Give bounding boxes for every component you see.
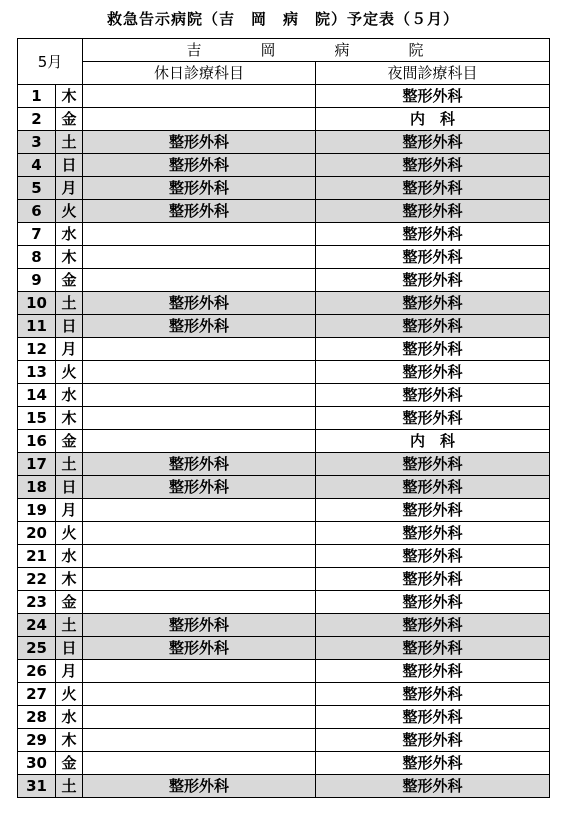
day-cell: 9 [18, 269, 56, 292]
weekday-cell: 金 [56, 430, 83, 453]
holiday-cell: 整形外科 [83, 154, 316, 177]
night-cell: 内 科 [316, 108, 550, 131]
weekday-cell: 月 [56, 499, 83, 522]
day-cell: 31 [18, 775, 56, 798]
night-cell: 整形外科 [316, 499, 550, 522]
table-row [18, 522, 550, 545]
weekday-cell: 土 [56, 131, 83, 154]
night-cell: 整形外科 [316, 706, 550, 729]
table-row [18, 568, 550, 591]
weekday-cell: 木 [56, 407, 83, 430]
day-cell: 13 [18, 361, 56, 384]
day-cell: 8 [18, 246, 56, 269]
table-row [18, 292, 550, 315]
night-cell: 整形外科 [316, 591, 550, 614]
weekday-cell: 月 [56, 177, 83, 200]
day-cell: 14 [18, 384, 56, 407]
night-cell: 整形外科 [316, 775, 550, 798]
weekday-cell: 火 [56, 361, 83, 384]
weekday-cell: 日 [56, 637, 83, 660]
table-row [18, 683, 550, 706]
day-cell: 4 [18, 154, 56, 177]
table-row [18, 131, 550, 154]
table-row [18, 729, 550, 752]
day-cell: 5 [18, 177, 56, 200]
day-cell: 22 [18, 568, 56, 591]
night-cell: 整形外科 [316, 407, 550, 430]
night-cell: 整形外科 [316, 476, 550, 499]
night-cell: 整形外科 [316, 292, 550, 315]
weekday-cell: 木 [56, 85, 83, 108]
night-cell: 整形外科 [316, 269, 550, 292]
day-cell: 3 [18, 131, 56, 154]
day-cell: 20 [18, 522, 56, 545]
table-row [18, 85, 550, 108]
day-cell: 18 [18, 476, 56, 499]
table-row [18, 499, 550, 522]
night-cell: 整形外科 [316, 752, 550, 775]
weekday-cell: 火 [56, 683, 83, 706]
weekday-cell: 木 [56, 729, 83, 752]
holiday-cell: 整形外科 [83, 476, 316, 499]
weekday-cell: 日 [56, 154, 83, 177]
holiday-cell [83, 752, 316, 775]
day-cell: 19 [18, 499, 56, 522]
holiday-cell [83, 683, 316, 706]
night-cell: 整形外科 [316, 315, 550, 338]
day-cell: 23 [18, 591, 56, 614]
table-row [18, 660, 550, 683]
table-row [18, 384, 550, 407]
holiday-cell [83, 384, 316, 407]
table-row [18, 177, 550, 200]
day-cell: 21 [18, 545, 56, 568]
table-row [18, 706, 550, 729]
holiday-cell: 整形外科 [83, 131, 316, 154]
table-row [18, 246, 550, 269]
night-cell: 整形外科 [316, 131, 550, 154]
day-cell: 6 [18, 200, 56, 223]
holiday-cell [83, 522, 316, 545]
night-cell: 整形外科 [316, 729, 550, 752]
day-cell: 27 [18, 683, 56, 706]
night-cell: 整形外科 [316, 177, 550, 200]
weekday-cell: 水 [56, 706, 83, 729]
weekday-cell: 月 [56, 660, 83, 683]
weekday-cell: 火 [56, 522, 83, 545]
weekday-cell: 水 [56, 223, 83, 246]
night-cell: 整形外科 [316, 660, 550, 683]
day-cell: 10 [18, 292, 56, 315]
day-cell: 11 [18, 315, 56, 338]
holiday-cell [83, 407, 316, 430]
table-row [18, 591, 550, 614]
night-cell: 整形外科 [316, 361, 550, 384]
day-cell: 2 [18, 108, 56, 131]
table-row [18, 637, 550, 660]
holiday-cell [83, 568, 316, 591]
table-row [18, 223, 550, 246]
night-cell: 整形外科 [316, 522, 550, 545]
day-cell: 12 [18, 338, 56, 361]
weekday-cell: 土 [56, 292, 83, 315]
table-row [18, 108, 550, 131]
holiday-cell [83, 660, 316, 683]
table-row [18, 269, 550, 292]
table-row [18, 453, 550, 476]
night-cell: 整形外科 [316, 453, 550, 476]
day-cell: 26 [18, 660, 56, 683]
holiday-column-header: 休日診療科目 [83, 62, 316, 85]
holiday-cell [83, 591, 316, 614]
holiday-cell: 整形外科 [83, 292, 316, 315]
header-row-1 [18, 39, 550, 62]
night-cell: 整形外科 [316, 154, 550, 177]
night-column-header: 夜間診療科目 [316, 62, 550, 85]
weekday-cell: 金 [56, 752, 83, 775]
holiday-cell: 整形外科 [83, 453, 316, 476]
night-cell: 整形外科 [316, 223, 550, 246]
holiday-cell: 整形外科 [83, 614, 316, 637]
holiday-cell [83, 545, 316, 568]
holiday-cell [83, 499, 316, 522]
header-row-2 [18, 62, 550, 85]
weekday-cell: 火 [56, 200, 83, 223]
weekday-cell: 金 [56, 591, 83, 614]
day-cell: 7 [18, 223, 56, 246]
holiday-cell [83, 269, 316, 292]
holiday-cell: 整形外科 [83, 637, 316, 660]
holiday-cell: 整形外科 [83, 775, 316, 798]
holiday-cell [83, 85, 316, 108]
table-row [18, 545, 550, 568]
weekday-cell: 木 [56, 246, 83, 269]
night-cell: 整形外科 [316, 200, 550, 223]
holiday-cell: 整形外科 [83, 177, 316, 200]
night-cell: 整形外科 [316, 384, 550, 407]
holiday-cell: 整形外科 [83, 315, 316, 338]
day-cell: 15 [18, 407, 56, 430]
weekday-cell: 日 [56, 315, 83, 338]
weekday-cell: 水 [56, 384, 83, 407]
weekday-cell: 土 [56, 614, 83, 637]
weekday-cell: 月 [56, 338, 83, 361]
weekday-cell: 土 [56, 453, 83, 476]
weekday-cell: 金 [56, 108, 83, 131]
table-row [18, 338, 550, 361]
day-cell: 28 [18, 706, 56, 729]
month-header: 5月 [18, 39, 83, 85]
day-cell: 16 [18, 430, 56, 453]
table-row [18, 361, 550, 384]
hospital-name-header: 吉 岡 病 院 [83, 39, 550, 62]
table-row [18, 315, 550, 338]
night-cell: 整形外科 [316, 85, 550, 108]
night-cell: 整形外科 [316, 545, 550, 568]
weekday-cell: 木 [56, 568, 83, 591]
night-cell: 整形外科 [316, 614, 550, 637]
weekday-cell: 日 [56, 476, 83, 499]
table-row [18, 614, 550, 637]
table-row [18, 430, 550, 453]
night-cell: 整形外科 [316, 568, 550, 591]
holiday-cell [83, 108, 316, 131]
day-cell: 1 [18, 85, 56, 108]
day-cell: 25 [18, 637, 56, 660]
holiday-cell [83, 246, 316, 269]
holiday-cell [83, 729, 316, 752]
table-row [18, 154, 550, 177]
night-cell: 内 科 [316, 430, 550, 453]
holiday-cell [83, 430, 316, 453]
night-cell: 整形外科 [316, 637, 550, 660]
holiday-cell [83, 223, 316, 246]
table-row [18, 407, 550, 430]
table-row [18, 200, 550, 223]
night-cell: 整形外科 [316, 338, 550, 361]
night-cell: 整形外科 [316, 246, 550, 269]
table-row [18, 775, 550, 798]
holiday-cell: 整形外科 [83, 200, 316, 223]
table-row [18, 752, 550, 775]
page-title: 救急告示病院（吉 岡 病 院）予定表（５月） [106, 10, 459, 28]
holiday-cell [83, 361, 316, 384]
day-cell: 17 [18, 453, 56, 476]
holiday-cell [83, 338, 316, 361]
schedule-table [17, 38, 550, 798]
weekday-cell: 水 [56, 545, 83, 568]
day-cell: 24 [18, 614, 56, 637]
day-cell: 30 [18, 752, 56, 775]
table-row [18, 476, 550, 499]
weekday-cell: 土 [56, 775, 83, 798]
weekday-cell: 金 [56, 269, 83, 292]
day-cell: 29 [18, 729, 56, 752]
night-cell: 整形外科 [316, 683, 550, 706]
holiday-cell [83, 706, 316, 729]
